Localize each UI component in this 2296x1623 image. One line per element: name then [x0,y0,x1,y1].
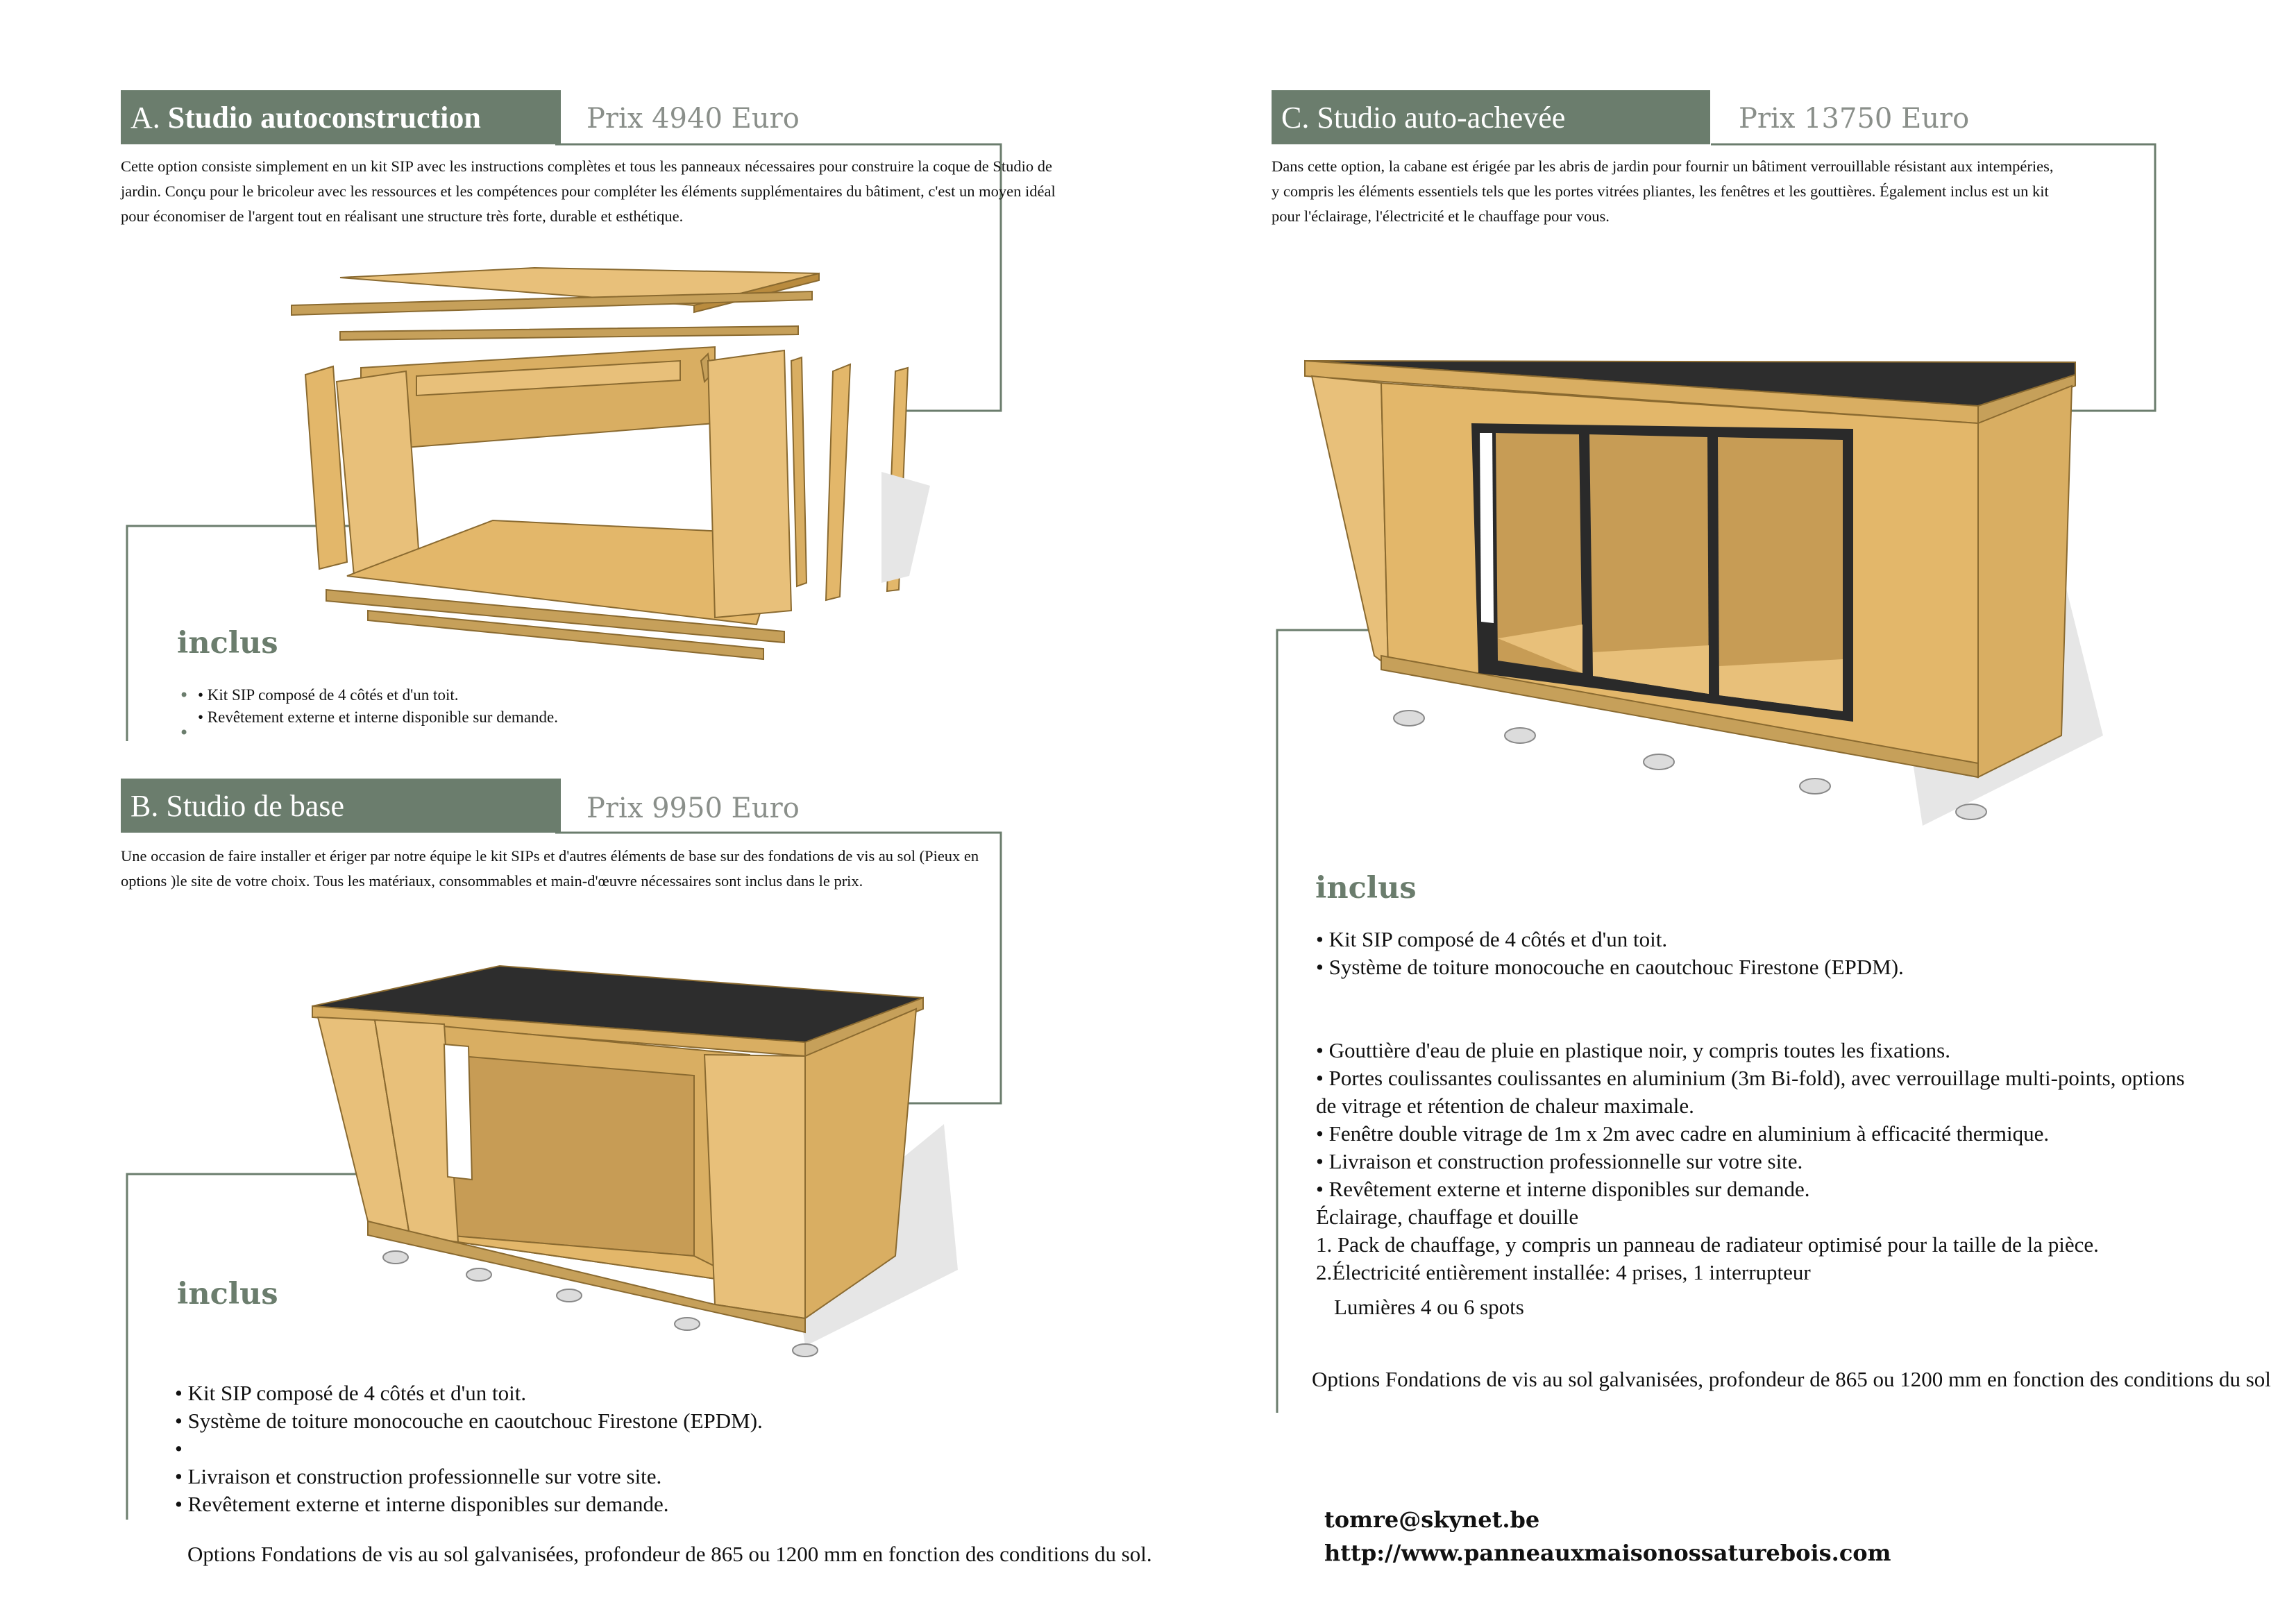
section-b-description: Une occasion de faire installer et ériger par notre équipe le kit SIPs et d'autres éléments de base sur des fondations de vis au sol (Pieux en options )le site de votre choix. Tous les matériaux, consommables et main-d'œuvre nécessaires sont inclus dans le prix. [121,847,979,890]
section-c-price: Prix 13750 Euro [1739,103,1970,135]
section-a-bullet-marker-2: • [179,723,189,742]
section-a-included-list [198,684,558,729]
list-item: • Kit SIP composé de 4 côtés et d'un toit. [175,1381,527,1405]
list-item: • Système de toiture monocouche en caoutchouc Firestone (EPDM). [175,1409,763,1433]
section-c-included-list-top [1316,926,1904,981]
list-item: • Revêtement externe et interne disponible sur demande. [198,708,558,726]
section-a-inclus-heading: inclus [177,626,278,661]
contact-email[interactable]: tomre@skynet.be [1324,1506,1540,1533]
list-item: • Portes coulissantes coulissantes en aluminium (3m Bi-fold), avec verrouillage multi-points, options [1316,1066,2185,1090]
list-item: • Kit SIP composé de 4 côtés et d'un toit. [198,686,459,704]
list-item: • Revêtement externe et interne disponibles sur demande. [175,1492,669,1516]
section-a-bullet-marker-1: • [179,686,189,705]
list-item: • Système de toiture monocouche en caoutchouc Firestone (EPDM). [1316,955,1904,979]
contact-block [1324,1503,1891,1570]
list-item: • Livraison et construction professionnelle sur votre site. [1316,1149,1803,1173]
basic-studio-illustration [305,958,958,1374]
section-c-title: Studio auto-achevée [1317,100,1566,135]
section-b-letter: B. [130,788,159,823]
list-item: • Revêtement externe et interne disponibles sur demande. [1316,1177,1810,1201]
section-b-header [121,779,561,833]
section-c-inclus-heading: inclus [1315,871,1417,906]
section-c-header [1272,90,1710,144]
list-item: Éclairage, chauffage et douille [1316,1205,1579,1229]
list-item: • Livraison et construction professionnelle sur votre site. [175,1464,662,1488]
list-item: de vitrage et rétention de chaleur maximale. [1316,1094,1694,1118]
kit-exploded-illustration [285,257,930,687]
section-c-options: Options Fondations de vis au sol galvanisées, profondeur de 865 ou 1200 mm en fonction des conditions du sol [1312,1367,2271,1391]
section-a-description: Cette option consiste simplement en un kit SIP avec les instructions complètes et tous les panneaux nécessaires pour construire la coque de Studio de jardin. Conçu pour le bricoleur avec les ressources et les compétences pour compléter les éléments supplémentaires du bâtiment, c'est un moyen idéal pour économiser de l'argent tout en réalisant une structure très forte, durable et esthétique. [121,158,1056,225]
section-a-price: Prix 4940 Euro [586,103,800,135]
section-c-letter: C. [1281,100,1310,135]
list-item: • Kit SIP composé de 4 côtés et d'un toit. [1316,927,1668,951]
section-b-title: Studio de base [166,788,344,823]
section-b-included-list [175,1379,763,1518]
list-item: 2.Électricité entièrement installée: 4 prises, 1 interrupteur [1316,1260,1811,1284]
section-c-included-list-bottom [1316,1037,2185,1286]
section-a-title: Studio autoconstruction [167,100,481,135]
section-b-price: Prix 9950 Euro [586,792,800,824]
section-c-description: Dans cette option, la cabane est érigée par les abris de jardin pour fournir un bâtiment verrouillable résistant aux intempéries, y compris les éléments essentiels tels que les portes vitrées pliantes, les fenêtres et les gouttières. Également inclus est un kit pour l'éclairage, l'électricité et le chauffage pour vous. [1272,158,2054,225]
list-item: 1. Pack de chauffage, y compris un panneau de radiateur optimisé pour la taille de la pièce. [1316,1232,2099,1257]
list-item: • Fenêtre double vitrage de 1m x 2m avec cadre en aluminium à efficacité thermique. [1316,1121,2050,1146]
section-b-inclus-heading: inclus [177,1277,278,1311]
section-c-lights: Lumières 4 ou 6 spots [1334,1295,1524,1319]
finished-studio-illustration [1298,347,2103,833]
section-a-header [121,90,561,144]
list-item: • Gouttière d'eau de pluie en plastique noir, y compris toutes les fixations. [1316,1038,1950,1062]
section-a-letter: A. [130,100,160,135]
list-item: • [175,1436,183,1461]
contact-website-link[interactable]: http://www.panneauxmaisonossaturebois.com [1324,1540,1891,1566]
section-b-options: Options Fondations de vis au sol galvanisées, profondeur de 865 ou 1200 mm en fonction des conditions du sol. [187,1542,1152,1566]
